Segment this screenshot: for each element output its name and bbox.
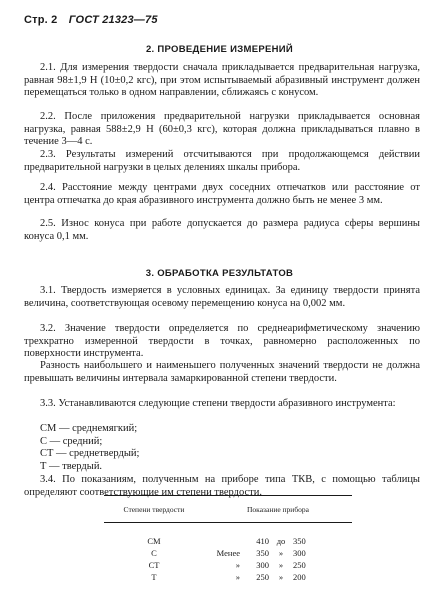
- cell-to: 250: [293, 559, 306, 570]
- cell-from: 410: [256, 535, 269, 546]
- col-header-grade: Степени твердости: [123, 504, 185, 514]
- section-2-heading: 2. ПРОВЕДЕНИЕ ИЗМЕРЕНИЙ: [145, 44, 294, 55]
- cell-sep: »: [278, 547, 284, 558]
- cell-reading: [204, 536, 352, 546]
- list-item: СТ — среднетвердый;: [40, 448, 140, 460]
- paragraph-3-2: 3.2. Значение твердости определяется по среднеарифметическому значению трехкратно измеренной твердости в точках, равномерно расположенных по поверхности инструмента.: [24, 323, 420, 360]
- list-item: С — средний;: [40, 435, 103, 447]
- table-header-rule: [104, 522, 352, 523]
- hardness-table: [104, 495, 352, 582]
- cell-to: 200: [293, 571, 306, 582]
- cell-sep: »: [278, 559, 284, 570]
- table-header: [104, 496, 352, 522]
- hardness-grades-list: [40, 423, 420, 473]
- cell-grade: Т: [151, 571, 157, 582]
- page-number: Стр. 2: [24, 14, 58, 26]
- list-item: СМ — среднемягкий;: [40, 423, 138, 434]
- cell-sep: »: [278, 571, 284, 582]
- cell-grade: СТ: [148, 559, 160, 570]
- paragraph-2-1: 2.1. Для измерения твердости сначала прикладывается предварительная нагрузка, равная 98±1,9 Н (10±0,2 кгс), при этом испытываемый абразивный инструмент должен перемещаться только в одном направлении, сближаясь с конусом.: [24, 62, 420, 99]
- cell-prefix: [204, 536, 243, 546]
- paragraph-2-3: 2.3. Результаты измерений отсчитываются при продолжающемся действии предварительной нагрузки в целых делениях шкалы прибора.: [24, 149, 420, 173]
- cell-reading: [204, 572, 352, 582]
- cell-reading: [204, 548, 352, 558]
- paragraph-3-1: 3.1. Твердость измеряется в условных единицах. За единицу твердости принята величина, соответствующая осевому перемещению конуса на 0,002 мм.: [24, 285, 420, 309]
- cell-grade: С: [151, 547, 157, 558]
- list-item: Т — твердый.: [40, 460, 103, 472]
- standard-number: ГОСТ 21323—75: [68, 14, 158, 26]
- paragraph-3-3: 3.3. Устанавливаются следующие степени твердости абразивного инструмента:: [40, 398, 396, 409]
- cell-grade: СМ: [147, 535, 161, 546]
- paragraph-3-4: 3.4. По показаниям, полученным на приборе типа ТКВ, с помощью таблицы определяют соответствующие им степени твердости.: [24, 474, 420, 498]
- col-header-reading: Показание прибора: [247, 504, 309, 514]
- cell-prefix: Менее: [216, 547, 240, 558]
- section-3-heading: 3. ОБРАБОТКА РЕЗУЛЬТАТОВ: [145, 268, 294, 279]
- cell-from: 350: [256, 547, 269, 558]
- paragraph-2-5: 2.5. Износ конуса при работе допускается до размера радиуса сферы вершины конуса 0,1 мм.: [24, 218, 420, 242]
- cell-from: 250: [256, 571, 269, 582]
- paragraph-3-2-note: Разность наибольшего и наименьшего полученных значений твердости не должна превышать величины интервала замаркированной степени твердости.: [24, 360, 420, 384]
- cell-sep: до: [276, 535, 286, 546]
- table-row: [104, 535, 352, 546]
- table-row: [104, 559, 352, 570]
- table-row: [104, 547, 352, 558]
- cell-to: 300: [293, 547, 306, 558]
- paragraph-2-2: 2.2. После приложения предварительной нагрузки прикладывается основная нагрузка, равная 588±2,9 Н (60±0,3 кгс), которая должна прикладываться плавно в течение 3—4 с.: [24, 111, 420, 148]
- cell-from: 300: [256, 559, 269, 570]
- table-row: [104, 571, 352, 582]
- cell-reading: [204, 560, 352, 570]
- page-header: [24, 14, 158, 26]
- cell-prefix: »: [235, 559, 240, 570]
- cell-prefix: »: [235, 571, 240, 582]
- cell-to: 350: [293, 535, 306, 546]
- paragraph-2-4: 2.4. Расстояние между центрами двух соседних отпечатков или расстояние от центра отпечатка до края абразивного инструмента должно быть не менее 3 мм.: [24, 182, 420, 206]
